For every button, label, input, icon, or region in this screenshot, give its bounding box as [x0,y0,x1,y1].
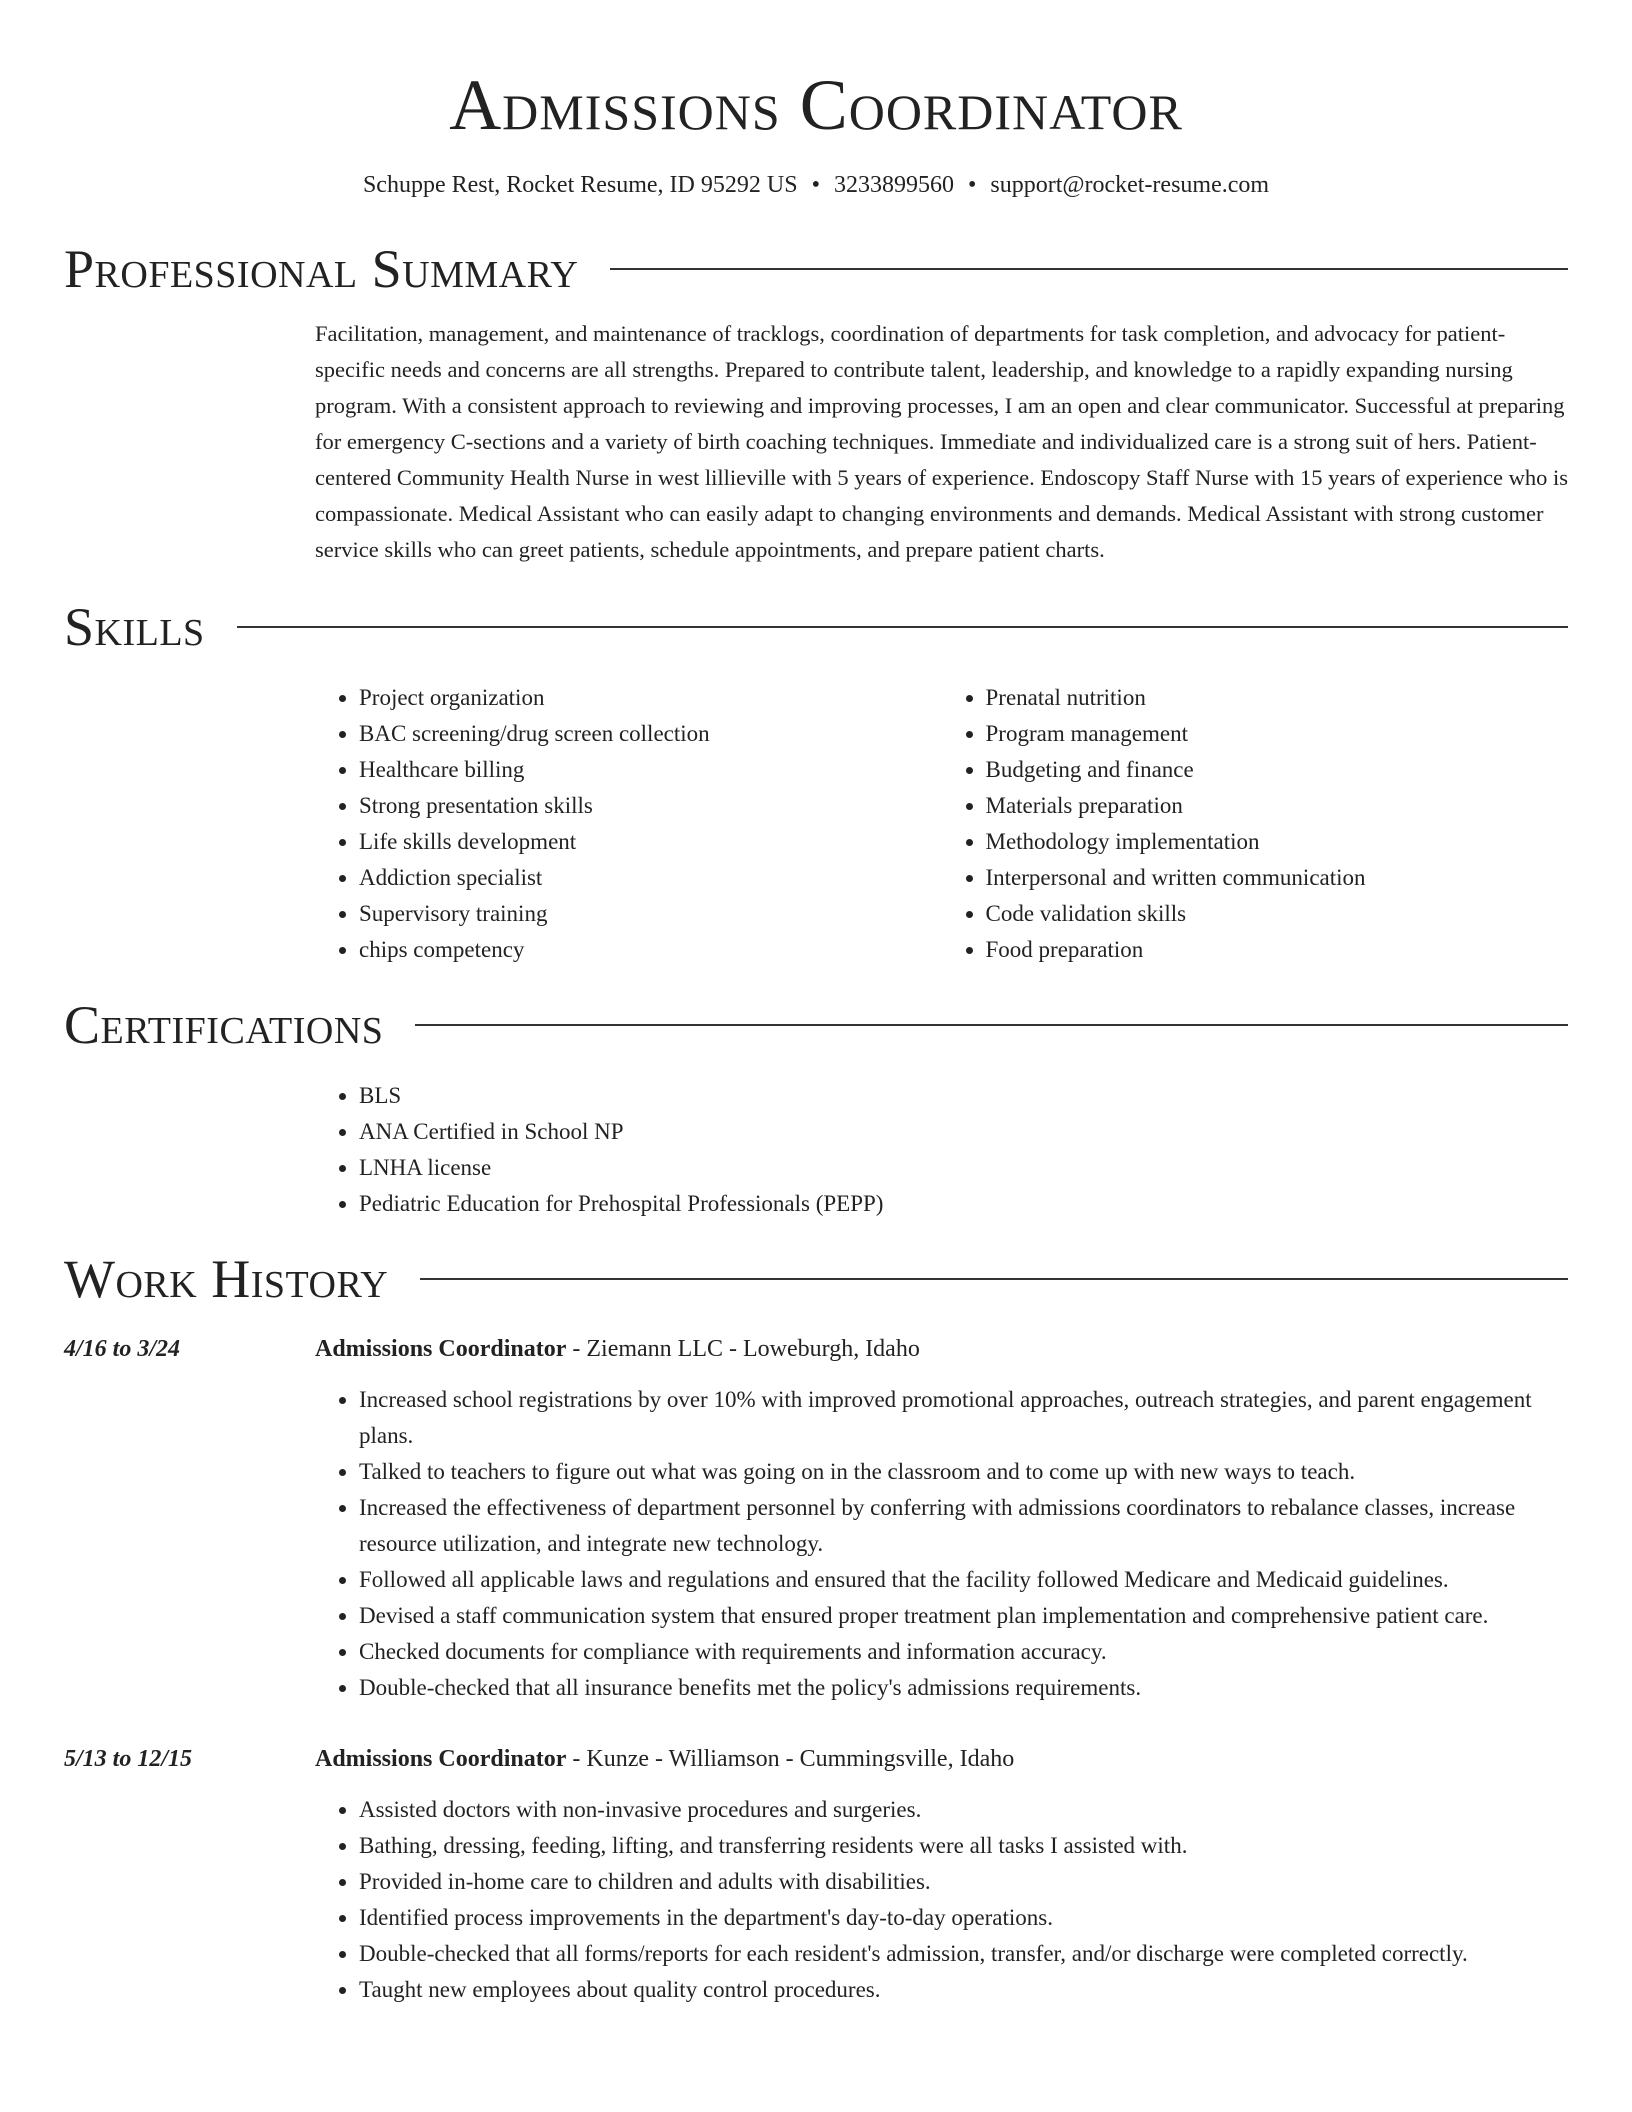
job-bullet: • Checked documents for compliance with requirements and information accuracy. [359,1634,1568,1670]
skill-item: • Prenatal nutrition [986,680,1569,716]
job-dates: 5/13 to 12/15 [64,1746,193,1772]
summary-section [315,316,1568,568]
resume-name: Admissions Coordinator [449,65,1183,145]
job-bullet: • Provided in-home care to children and adults with disabilities. [359,1864,1568,1900]
certifications-section [315,1078,1568,1222]
job-title: Admissions Coordinator [315,1336,567,1362]
contact-separator: • [811,172,820,198]
contact-line [64,170,1568,200]
job-title: Admissions Coordinator [315,1746,567,1772]
skills-list-right [942,680,1569,968]
contact-separator: • [967,172,977,198]
skill-item: • Food preparation [986,932,1569,968]
job-employer: - Kunze - Williamson - Cummingsville, Idaho [566,1746,1015,1772]
skill-item: • Addiction specialist [359,860,942,896]
skill-item: • Materials preparation [986,788,1569,824]
job-bullet: • Double-checked that all forms/reports for each resident's admission, transfer, and/or discharge were completed correctly. [359,1936,1568,1972]
job-bullet: • Assisted doctors with non-invasive procedures and surgeries. [359,1792,1568,1828]
contact-address: Schuppe Rest, Rocket Resume, ID 95292 US [362,172,798,198]
contact-phone: 3233899560 [833,172,954,198]
certification-item: • Pediatric Education for Prehospital Professionals (PEPP) [359,1186,1568,1222]
certification-item: • ANA Certified in School NP [359,1114,1568,1150]
section-divider [610,268,1568,270]
job-bullet: • Taught new employees about quality control procedures. [359,1972,1568,2008]
summary-section-title: Professional Summary [64,239,579,299]
job-bullet: • Double-checked that all insurance benefits met the policy's admissions requirements. [359,1670,1568,1706]
certifications-section-title: Certifications [64,995,384,1055]
skills-section [315,680,1568,968]
skills-section-title: Skills [64,597,205,657]
job-dates: 4/16 to 3/24 [64,1336,181,1362]
skill-item: • Healthcare billing [359,752,942,788]
skill-item: • BAC screening/drug screen collection [359,716,942,752]
skill-item: • Budgeting and finance [986,752,1569,788]
certification-item: • LNHA license [359,1150,1568,1186]
skill-item: • Code validation skills [986,896,1569,932]
job-bullet: • Followed all applicable laws and regulations and ensured that the facility followed Medicare and Medicaid guidelines. [359,1562,1568,1598]
job-bullet: • Devised a staff communication system that ensured proper treatment plan implementation and comprehensive patient care. [359,1598,1568,1634]
job-heading [315,1332,1568,1366]
skill-item: • Supervisory training [359,896,942,932]
job-employer: - Ziemann LLC - Loweburgh, Idaho [566,1336,920,1362]
job-bullet: • Increased school registrations by over 10% with improved promotional approaches, outreach strategies, and parent engagement plans. [359,1382,1568,1454]
certifications-list [315,1078,1568,1222]
job-entry [64,1332,1568,1706]
skills-list-left [315,680,942,968]
skill-item: • Interpersonal and written communication [986,860,1569,896]
section-divider [415,1024,1568,1026]
job-details [315,1742,1568,2008]
job-bullet: • Talked to teachers to figure out what was going on in the classroom and to come up with new ways to teach. [359,1454,1568,1490]
certification-item: • BLS [359,1078,1568,1114]
job-bullets [315,1382,1568,1706]
job-bullet: • Increased the effectiveness of department personnel by conferring with admissions coordinators to rebalance classes, increase resource utilization, and integrate new technology. [359,1490,1568,1562]
section-divider [237,626,1568,628]
certifications-section-header [64,994,1568,1056]
job-heading [315,1742,1568,1776]
skill-item: • Project organization [359,680,942,716]
job-bullet: • Bathing, dressing, feeding, lifting, and transferring residents were all tasks I assisted with. [359,1828,1568,1864]
job-entry [64,1742,1568,2008]
skill-item: • Life skills development [359,824,942,860]
section-divider [420,1278,1568,1280]
job-details [315,1332,1568,1706]
skill-item: • Strong presentation skills [359,788,942,824]
work-history-section-title: Work History [64,1249,389,1309]
skill-item: • Program management [986,716,1569,752]
job-bullet: • Identified process improvements in the department's day-to-day operations. [359,1900,1568,1936]
skill-item: • chips competency [359,932,942,968]
job-bullets [315,1792,1568,2008]
summary-text: Facilitation, management, and maintenance of tracklogs, coordination of departments for task completion, and advocacy for patient-specific needs and concerns are all strengths. Prepared to contribute talent, leadership, and knowledge to a rapidly expanding nursing program. With a consistent approach to reviewing and improving processes, I am an open and clear communicator. Successful at preparing for emergency C-sections and a variety of birth coaching techniques. Immediate and individualized care is a strong suit of hers. Patient-centered Community Health Nurse in west lillieville with 5 years of experience. Endoscopy Staff Nurse with 15 years of experience who is compassionate. Medical Assistant who can easily adapt to changing environments and demands. Medical Assistant with strong customer service skills who can greet patients, schedule appointments, and prepare patient charts. [315,321,1568,562]
contact-email: support@rocket-resume.com [990,172,1270,198]
skills-section-header [64,596,1568,658]
summary-section-header [64,238,1568,300]
skill-item: • Methodology implementation [986,824,1569,860]
work-history-section-header [64,1248,1568,1310]
